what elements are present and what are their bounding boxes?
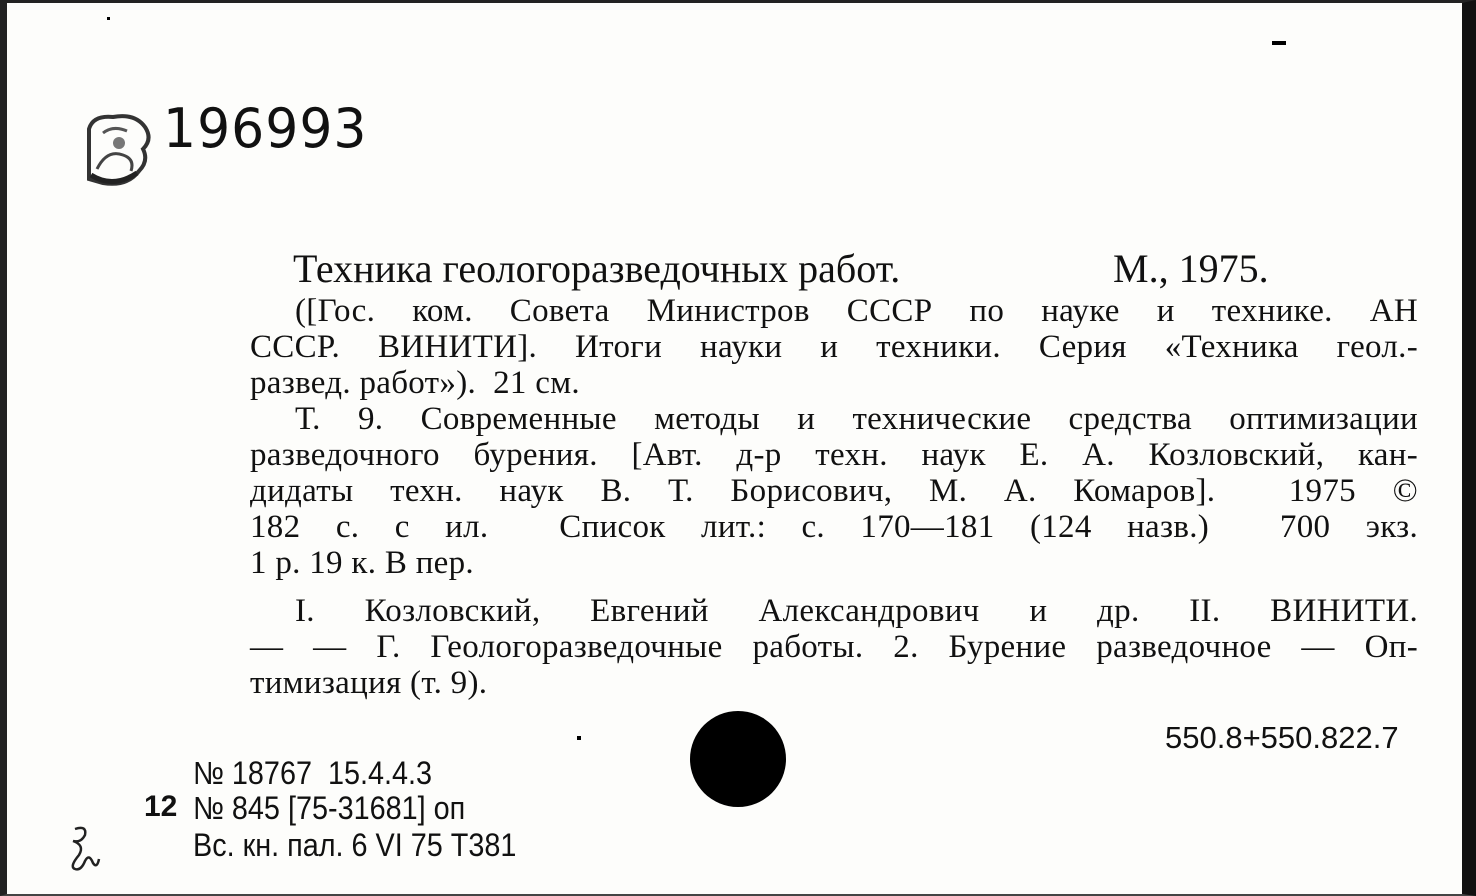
- punch-hole: [690, 711, 786, 807]
- text-line: Т. 9. Современные методы и технические средства оптимизации: [295, 401, 1418, 437]
- text-line: 182 с. с ил. Список лит.: с. 170—181 (124 назв.) 700 экз.: [250, 509, 1418, 545]
- handwritten-mark-icon: [65, 823, 105, 873]
- title-line: [293, 247, 1393, 291]
- udc-classification: 550.8+550.822.7: [1165, 720, 1399, 755]
- volume-description: [250, 401, 1418, 581]
- section-number: 12: [144, 790, 178, 823]
- text-line: тимизация (т. 9).: [250, 665, 488, 701]
- accession-number: 196993: [163, 97, 368, 161]
- speck: [1272, 41, 1286, 45]
- place-year: М., 1975.: [1113, 246, 1269, 291]
- text-line: дидаты техн. наук В. Т. Борисович, М. А. Комаров]. 1975 ©: [250, 473, 1418, 509]
- text-line: разведочного бурения. [Авт. д-р техн. наук Е. А. Козловский, кан-: [250, 437, 1418, 473]
- text-line: 1 р. 19 к. В пер.: [250, 545, 474, 581]
- text-line: ([Гос. ком. Совета Министров СССР по науке и технике. АН: [295, 293, 1418, 329]
- footer-line-3: Вс. кн. пал. 6 VI 75 Т381: [193, 827, 517, 863]
- library-stamp-icon: [83, 109, 155, 189]
- footer-line-1: № 18767 15.4.4.3: [193, 755, 433, 791]
- speck: [577, 736, 581, 740]
- book-title: Техника геологоразведочных работ.: [293, 246, 901, 291]
- text-line: — — Г. Геологоразведочные работы. 2. Бурение разведочное — Оп-: [250, 629, 1418, 665]
- subject-headings: [250, 593, 1418, 701]
- footer-line-2: № 845 [75-31681] оп: [193, 790, 466, 826]
- text-line: I. Козловский, Евгений Александрович и др. II. ВИНИТИ.: [295, 593, 1418, 629]
- text-line: СССР. ВИНИТИ]. Итоги науки и техники. Серия «Техника геол.-: [250, 329, 1418, 365]
- series-statement: [250, 293, 1418, 401]
- speck: [107, 17, 110, 20]
- text-line: развед. работ»). 21 см.: [250, 365, 580, 401]
